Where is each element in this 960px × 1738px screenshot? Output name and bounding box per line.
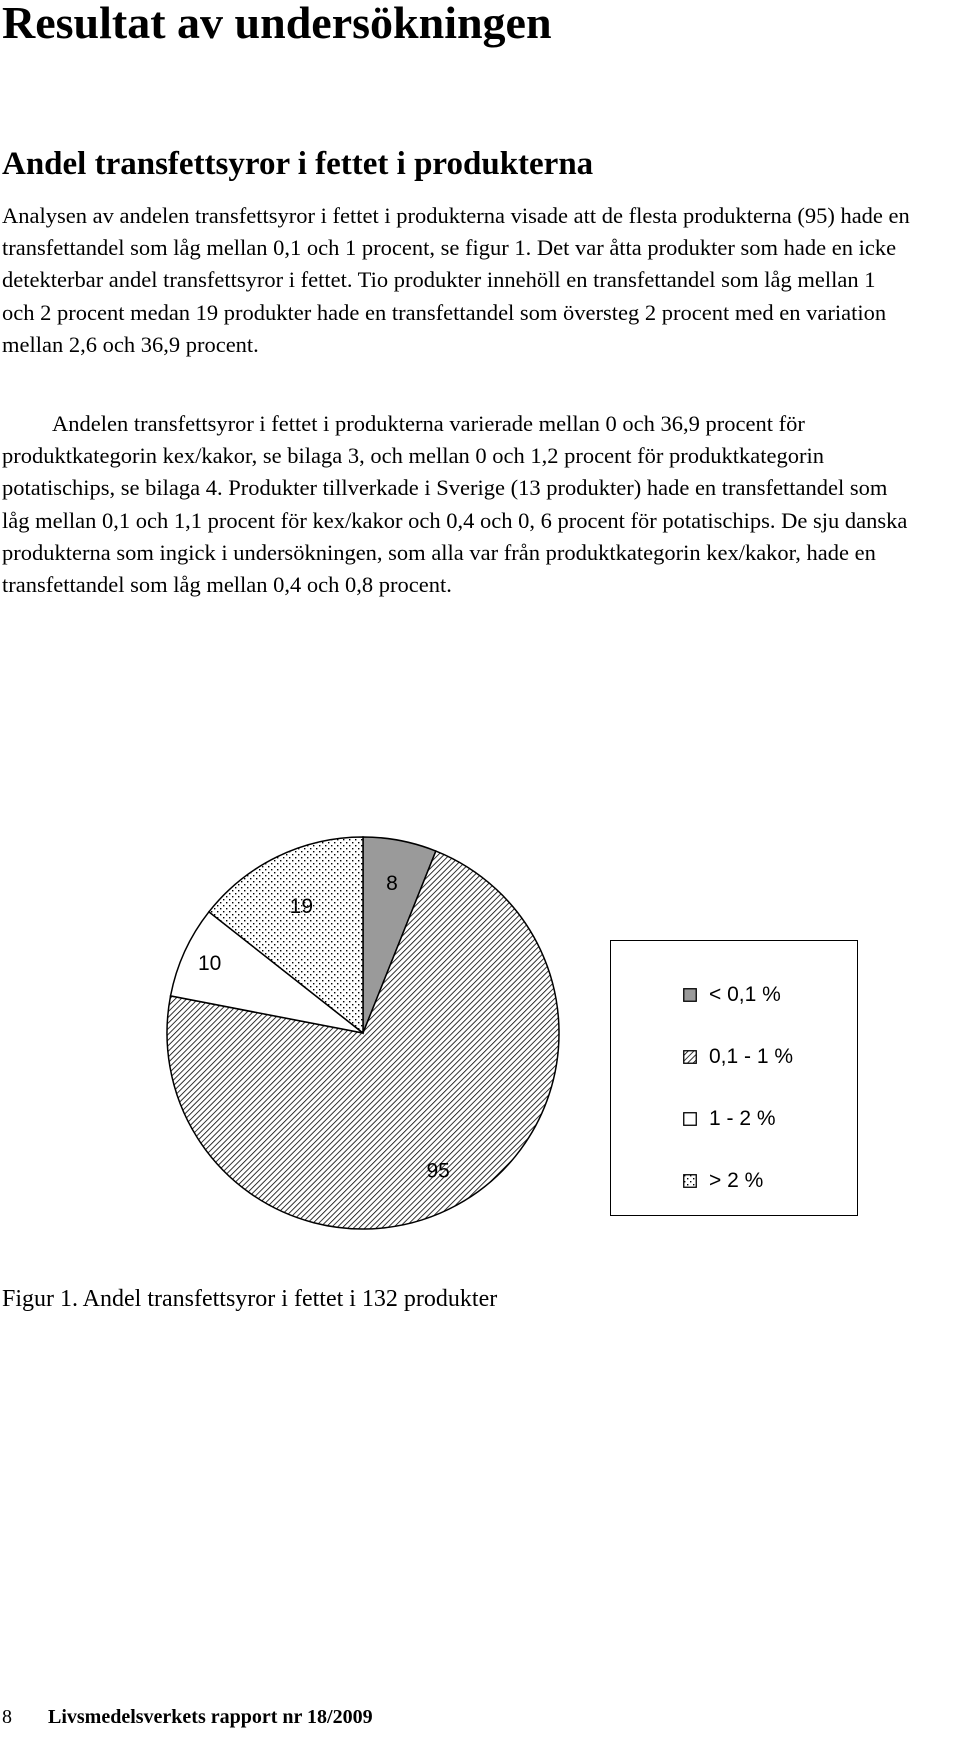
- paragraph-2: [2, 408, 910, 601]
- pie-chart-figure: [150, 820, 920, 1240]
- legend-swatch-dots: [683, 1174, 697, 1188]
- legend-label-3: 1 - 2 %: [709, 1107, 776, 1130]
- legend-item-3: [683, 1107, 776, 1131]
- legend-item-4: [683, 1169, 763, 1193]
- pie-chart: [150, 820, 590, 1240]
- legend-item-2: [683, 1045, 793, 1069]
- page-footer: [2, 1706, 373, 1729]
- paragraph-2-text: Andelen transfettsyror i fettet i produkterna varierade mellan 0 och 36,9 procent för produktkategorin kex/kakor, se bilaga 3, och mellan 0 och 1,2 procent för produktkategorin potatischips, se bilaga 4. Produkter tillverkade i Sverige (13 produkter) hade en transfettandel som låg mellan 0,1 och 1,1 procent för kex/kakor och 0,4 och 0, 6 procent för potatischips. De sju danska produkterna som ingick i undersökningen, som alla var från produktkategorin kex/kakor, hade en transfettandel som låg mellan 0,4 och 0,8 procent.: [2, 411, 908, 598]
- legend-swatch-gray: [683, 988, 697, 1002]
- slice-value-label: 19: [289, 895, 314, 919]
- page-heading: Resultat av undersökningen: [2, 0, 552, 48]
- legend-label-4: > 2 %: [709, 1169, 764, 1192]
- legend-label-1: < 0,1 %: [709, 983, 781, 1006]
- slice-value-label: 95: [426, 1159, 450, 1183]
- page-number: 8: [2, 1706, 12, 1728]
- legend-item-1: [683, 983, 781, 1007]
- paragraph-1: Analysen av andelen transfettsyror i fettet i produkterna visade att de flesta produkterna (95) hade en transfettandel som låg mellan 0,1 och 1 procent, se figur 1. Det var åtta produkter som hade en icke detekterbar andel transfettsyror i fettet. Tio produkter innehöll en transfettandel som låg mellan 1 och 2 procent medan 19 produkter hade en transfettandel som översteg 2 procent med en variation mellan 2,6 och 36,9 procent.: [2, 203, 910, 357]
- legend-swatch-white: [683, 1112, 697, 1126]
- chart-legend: [610, 940, 858, 1216]
- report-title: Livsmedelsverkets rapport nr 18/2009: [48, 1706, 373, 1728]
- slice-value-label: 10: [197, 951, 222, 975]
- slice-value-label: 8: [386, 871, 398, 895]
- legend-swatch-hatch: [683, 1050, 697, 1064]
- section-heading: Andel transfettsyror i fettet i produkterna: [2, 146, 594, 182]
- legend-label-2: 0,1 - 1 %: [709, 1045, 794, 1068]
- figure-caption: Figur 1. Andel transfettsyror i fettet i 132 produkter: [2, 1286, 498, 1312]
